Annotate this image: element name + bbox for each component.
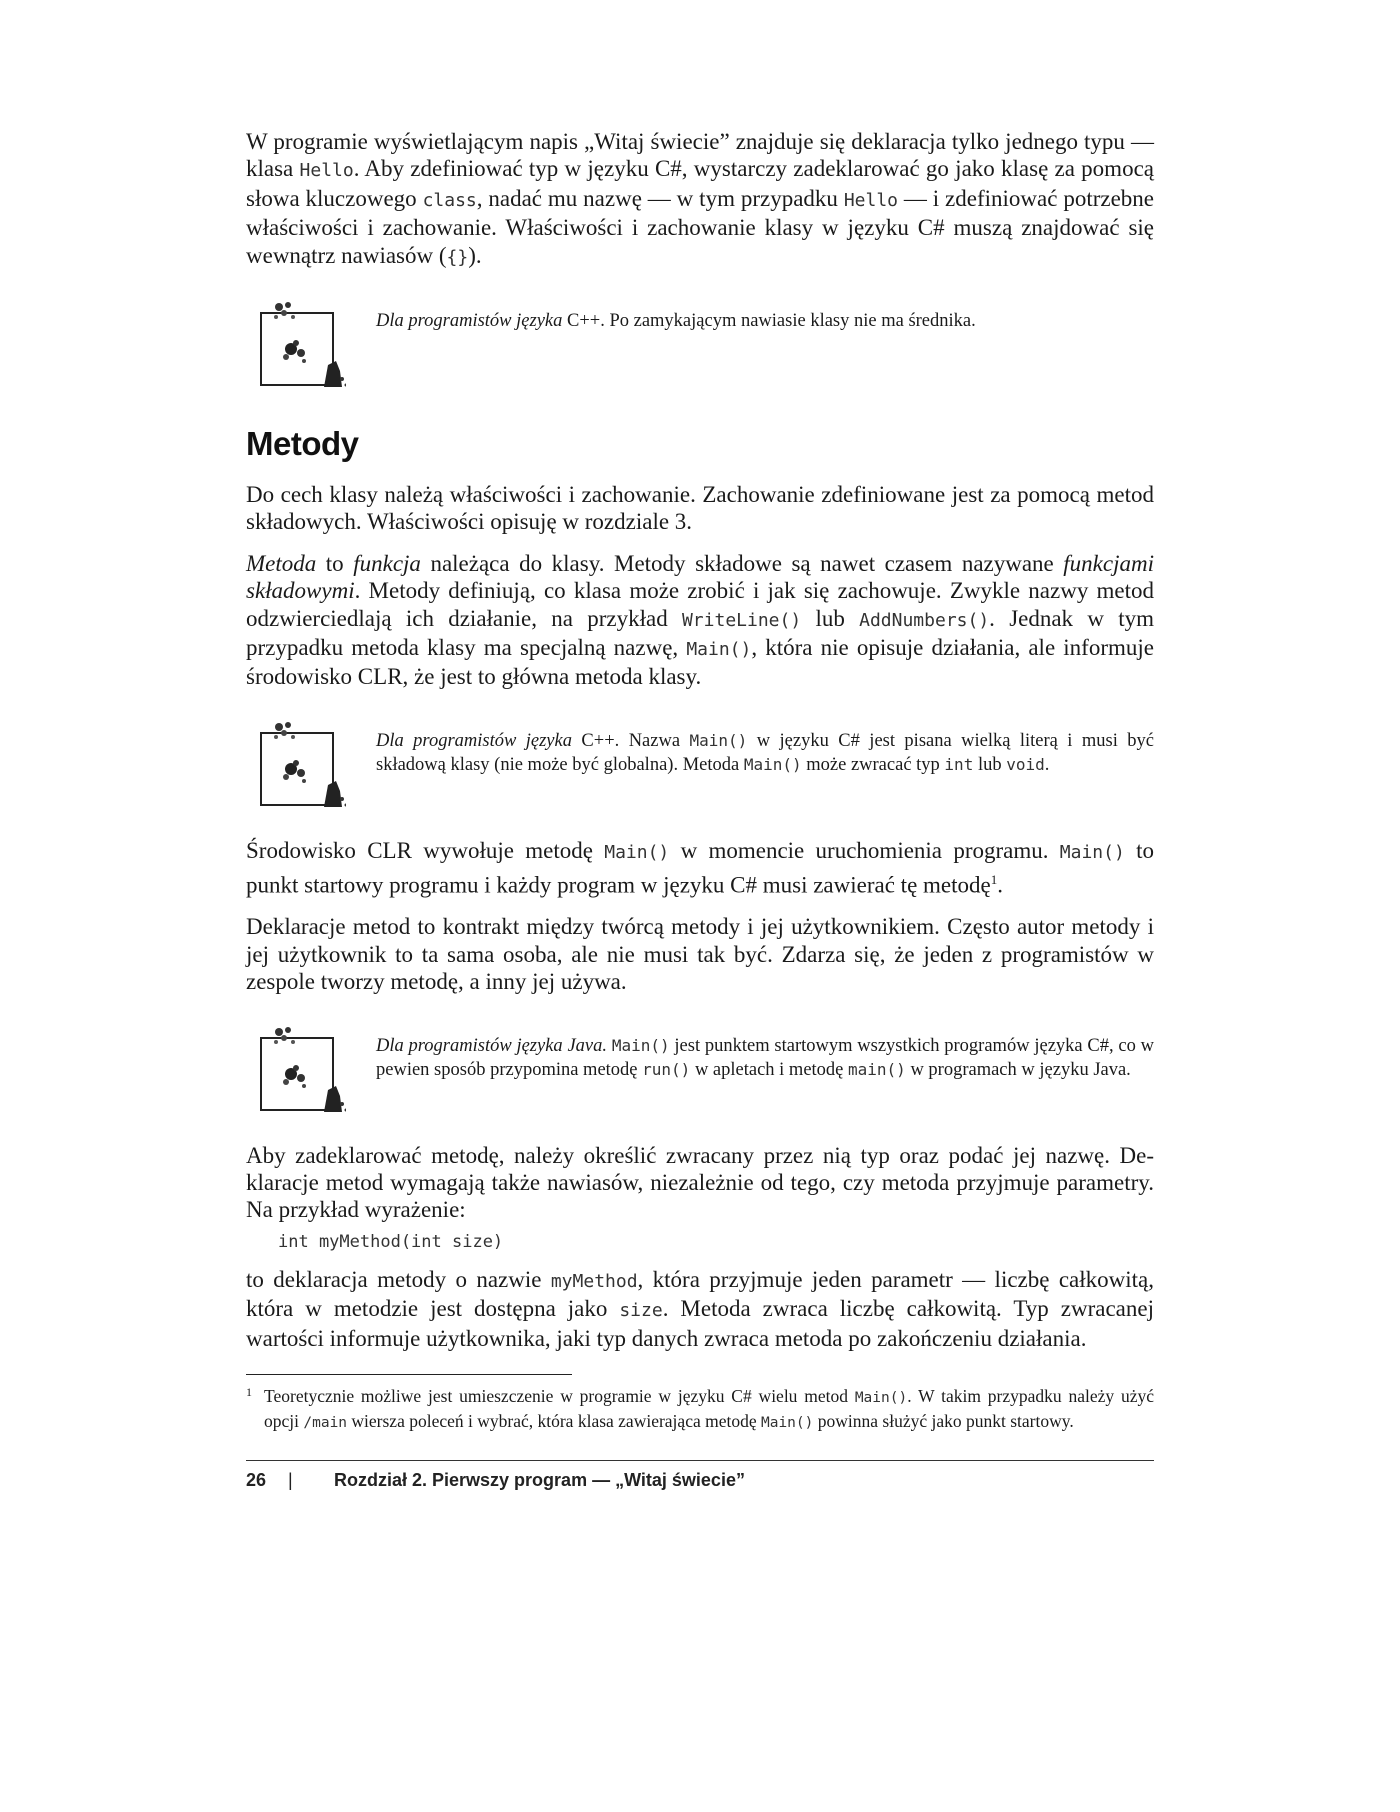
paragraph-method-explanation: [246, 1266, 1154, 1352]
code-inline: Hello: [299, 160, 354, 182]
text: należąca do klasy. Metody składowe są nawet czasem nazywane: [420, 550, 1064, 576]
text: C++. Po zamykającym nawiasie klasy nie ma średnika.: [562, 311, 976, 332]
note-lead: Dla programistów języka: [376, 730, 572, 751]
text: , która przyjmuje jeden parametr — liczbę całkowitą, która w metodzie jest dostępna jako: [246, 1266, 1154, 1322]
code-inline: int: [944, 754, 974, 774]
code-inline: Main(): [760, 1415, 814, 1431]
text: . Jednak w tym przypadku metoda klasy ma specjalną nazwę,: [246, 605, 1154, 661]
note-lead: Dla programistów języka: [376, 311, 563, 332]
footnote-mark: 1: [246, 1385, 252, 1399]
chapter-title: Rozdział 2. Pierwszy program — „Witaj świecie”: [334, 1470, 745, 1490]
text: . Aby zdefiniować typ w języku C#, wystarczy zadeklarować go jako klasę za pomocą słowa kluczowego: [246, 156, 1154, 211]
text: to punkt startowy programu i każdy program w języku C# musi zawierać tę metodę: [246, 837, 1154, 898]
italic-term: Metoda: [246, 550, 317, 576]
text: ).: [468, 242, 482, 268]
footnote-divider: [246, 1374, 572, 1375]
note-cpp-main: [246, 711, 1154, 811]
text: w programach w języku Java.: [905, 1059, 1131, 1080]
code-inline: Main(): [854, 1390, 908, 1406]
text: , nadać mu nazwę — w tym przypadku: [476, 185, 844, 211]
text: W programie wyświetlającym napis „Witaj świecie” znajduje się deklaracja tylko jednego typu — klasa: [246, 129, 1154, 182]
footer-divider: [246, 1460, 1154, 1461]
code-inline: run(): [642, 1059, 691, 1079]
note-text: [376, 711, 1154, 777]
text: .: [1044, 754, 1050, 775]
text: może zwracać typ: [801, 754, 945, 775]
text: . Metoda zwraca liczbę całkowitą. Typ zwracanej wartości informuje użytkownika, jaki typ danych zwraca metoda po zakończeniu działania.: [246, 1296, 1154, 1351]
code-inline: Main(): [686, 639, 752, 661]
code-inline: Main(): [611, 1035, 670, 1055]
text: Środowisko CLR wywołuje metodę: [246, 837, 605, 863]
note-java-main: [246, 1016, 1154, 1116]
tarsier-note-icon: [246, 711, 376, 811]
code-inline: {}: [446, 246, 469, 268]
text: wiersza poleceń i wybrać, która klasa zawierająca metodę: [347, 1411, 761, 1431]
paragraph-intro: [246, 128, 1154, 271]
code-inline: Main(): [1059, 841, 1125, 863]
footnote: [246, 1385, 1154, 1435]
code-inline: Main(): [689, 730, 748, 750]
paragraph: Deklaracje metod to kontrakt między twórcą metody i jej użytkownikiem. Często autor metody i jej użytkownik to ta sama osoba, ale nie musi tak być. Zdarza się, że jeden z programistów w zespole tworzy metodę, a inny jej używa.: [246, 914, 1154, 995]
text: Teoretycznie możliwe jest umieszczenie w programie w języku C# wielu metod: [264, 1386, 855, 1406]
text: , która nie opisuje działania, ale informuje środowisko CLR, że jest to główna metoda klasy.: [246, 635, 1154, 690]
footer-separator: |: [288, 1470, 293, 1490]
page-number: 26: [246, 1470, 267, 1490]
italic-term: funkcjami składowymi: [246, 550, 1154, 604]
page-content: [246, 128, 1154, 1435]
tarsier-note-icon: [246, 291, 376, 391]
note-text: [376, 291, 1154, 333]
text: to: [316, 550, 354, 576]
text: — i zdefiniować potrzebne właściwości i zachowanie. Właściwości i zachowanie klasy w języku C# muszą znajdować się wewnątrz nawiasów (: [246, 185, 1154, 268]
code-inline: void: [1006, 754, 1045, 774]
code-inline: Main(): [743, 754, 802, 774]
text: C++. Nazwa: [572, 730, 690, 751]
text: jest punktem startowym wszystkich programów języka C#, co w pewien sposób przypomina metodę: [376, 1035, 1154, 1080]
note-text: [376, 1016, 1154, 1082]
text: w języku C# jest pisana wielką literą i musi być składową klasy (nie może być globalna). Metoda: [376, 730, 1155, 775]
code-inline: class: [422, 189, 477, 211]
code-inline: main(): [848, 1059, 906, 1079]
section-heading: Metody: [246, 425, 359, 463]
paragraph: Do cech klasy należą właściwości i zachowanie. Zachowanie zdefiniowane jest za pomocą metod składowych. Właściwości opisuję w rozdziale 3.: [246, 482, 1154, 535]
code-inline: Hello: [843, 189, 898, 211]
code-inline: size: [619, 1300, 663, 1322]
code-inline: WriteLine(): [681, 609, 802, 631]
italic-term: funkcja: [353, 550, 421, 576]
text: . W takim przypadku należy użyć opcji: [264, 1386, 1154, 1431]
code-inline: myMethod: [550, 1270, 638, 1292]
page-footer: [246, 1470, 745, 1491]
paragraph: Aby zadeklarować metodę, należy określić zwracany przez nią typ oraz podać jej nazwę. Deklaracje metod wymagają także nawiasów, niezależnie od tego, czy metoda przyjmuje parametry. Na przykład wyrażenie:: [246, 1142, 1154, 1223]
paragraph-method-definition: [246, 550, 1154, 691]
footnote-reference: 1: [990, 872, 998, 888]
note-lead: Dla programistów języka Java.: [376, 1035, 608, 1056]
text: .: [997, 872, 1003, 898]
text: to deklaracja metody o nazwie: [246, 1266, 551, 1292]
text: w momencie uruchomienia programu.: [669, 837, 1060, 863]
paragraph-clr-main: [246, 837, 1154, 899]
code-inline: AddNumbers(): [859, 609, 990, 631]
text: lub: [973, 754, 1007, 775]
code-inline: Main(): [604, 841, 670, 863]
note-cpp-semicolon: [246, 291, 1154, 391]
text: . Metody definiują, co klasa może zrobić i jak się zachowuje. Zwykle nazwy metod odzwierciedlają ich działanie, na przykład: [246, 578, 1154, 631]
text: w apletach i metodę: [690, 1059, 849, 1080]
code-inline: /main: [303, 1415, 348, 1431]
text: powinna służyć jako punkt startowy.: [813, 1411, 1074, 1431]
code-block: int myMethod(int size): [278, 1231, 504, 1252]
text: lub: [801, 605, 860, 631]
tarsier-note-icon: [246, 1016, 376, 1116]
